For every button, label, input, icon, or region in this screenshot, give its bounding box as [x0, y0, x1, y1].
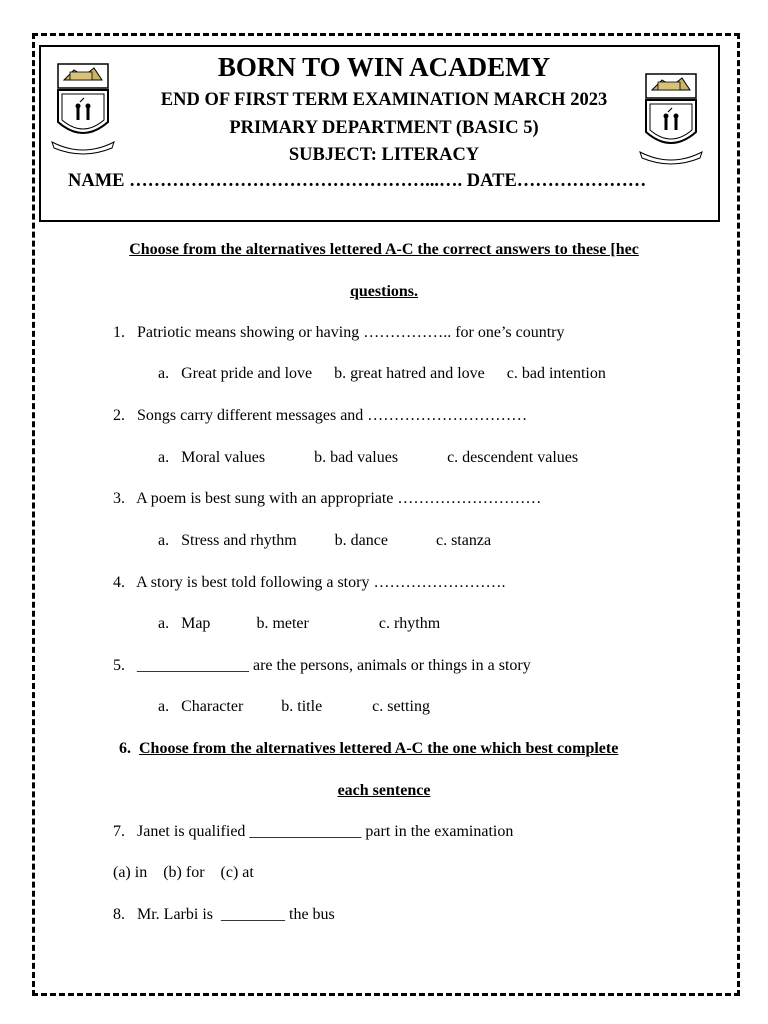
question-4-options: [158, 615, 440, 633]
option-a: a. Character: [158, 698, 244, 715]
question-4: 4. A story is best told following a story …………………….: [113, 574, 506, 591]
option-b: b. dance: [334, 532, 388, 549]
question-5-options: [158, 698, 430, 716]
option-c: c. descendent values: [447, 449, 579, 466]
subject: SUBJECT: LITERACY: [288, 145, 480, 165]
option-c: c. bad intention: [506, 365, 606, 382]
section-a-instruction-cont: questions.: [349, 283, 419, 300]
option-c: c. rhythm: [378, 615, 441, 632]
question-5: 5. ______________ are the persons, animals or things in a story: [113, 657, 531, 674]
section-b-number: 6.: [119, 740, 131, 757]
section-a-instruction: Choose from the alternatives lettered A-C the correct answers to these [hec: [129, 241, 639, 258]
section-b-instruction-text: Choose from the alternatives lettered A-C the one which best complete: [139, 740, 619, 757]
option-a: a. Map: [158, 615, 211, 632]
question-1: 1. Patriotic means showing or having …………….. for one’s country: [113, 324, 565, 341]
section-b-instruction-cont: each sentence: [337, 782, 431, 799]
question-7-options: (a) in (b) for (c) at: [113, 864, 254, 881]
option-a: a. Great pride and love: [158, 365, 313, 382]
section-b-instruction: [119, 740, 618, 758]
question-2-options: [158, 449, 578, 467]
option-b: b. meter: [256, 615, 309, 632]
name-date-line: NAME …………………………………………...…. DATE…………………: [68, 171, 647, 191]
question-3: 3. A poem is best sung with an appropriate ………………………: [113, 490, 542, 507]
option-c: c. setting: [372, 698, 430, 715]
question-2: 2. Songs carry different messages and …………………………: [113, 407, 528, 424]
school-name: BORN TO WIN ACADEMY: [217, 52, 551, 82]
question-3-options: [158, 532, 491, 550]
option-b: b. great hatred and love: [334, 365, 485, 382]
exam-title: END OF FIRST TERM EXAMINATION MARCH 2023: [160, 90, 608, 110]
option-a: a. Moral values: [158, 449, 266, 466]
option-a: a. Stress and rhythm: [158, 532, 297, 549]
question-7: 7. Janet is qualified ______________ part in the examination: [113, 823, 514, 840]
question-8: 8. Mr. Larbi is ________ the bus: [113, 906, 335, 923]
option-b: b. title: [281, 698, 323, 715]
option-c: c. stanza: [435, 532, 492, 549]
question-1-options: [158, 365, 606, 383]
department: PRIMARY DEPARTMENT (BASIC 5): [229, 118, 539, 138]
option-b: b. bad values: [314, 449, 399, 466]
